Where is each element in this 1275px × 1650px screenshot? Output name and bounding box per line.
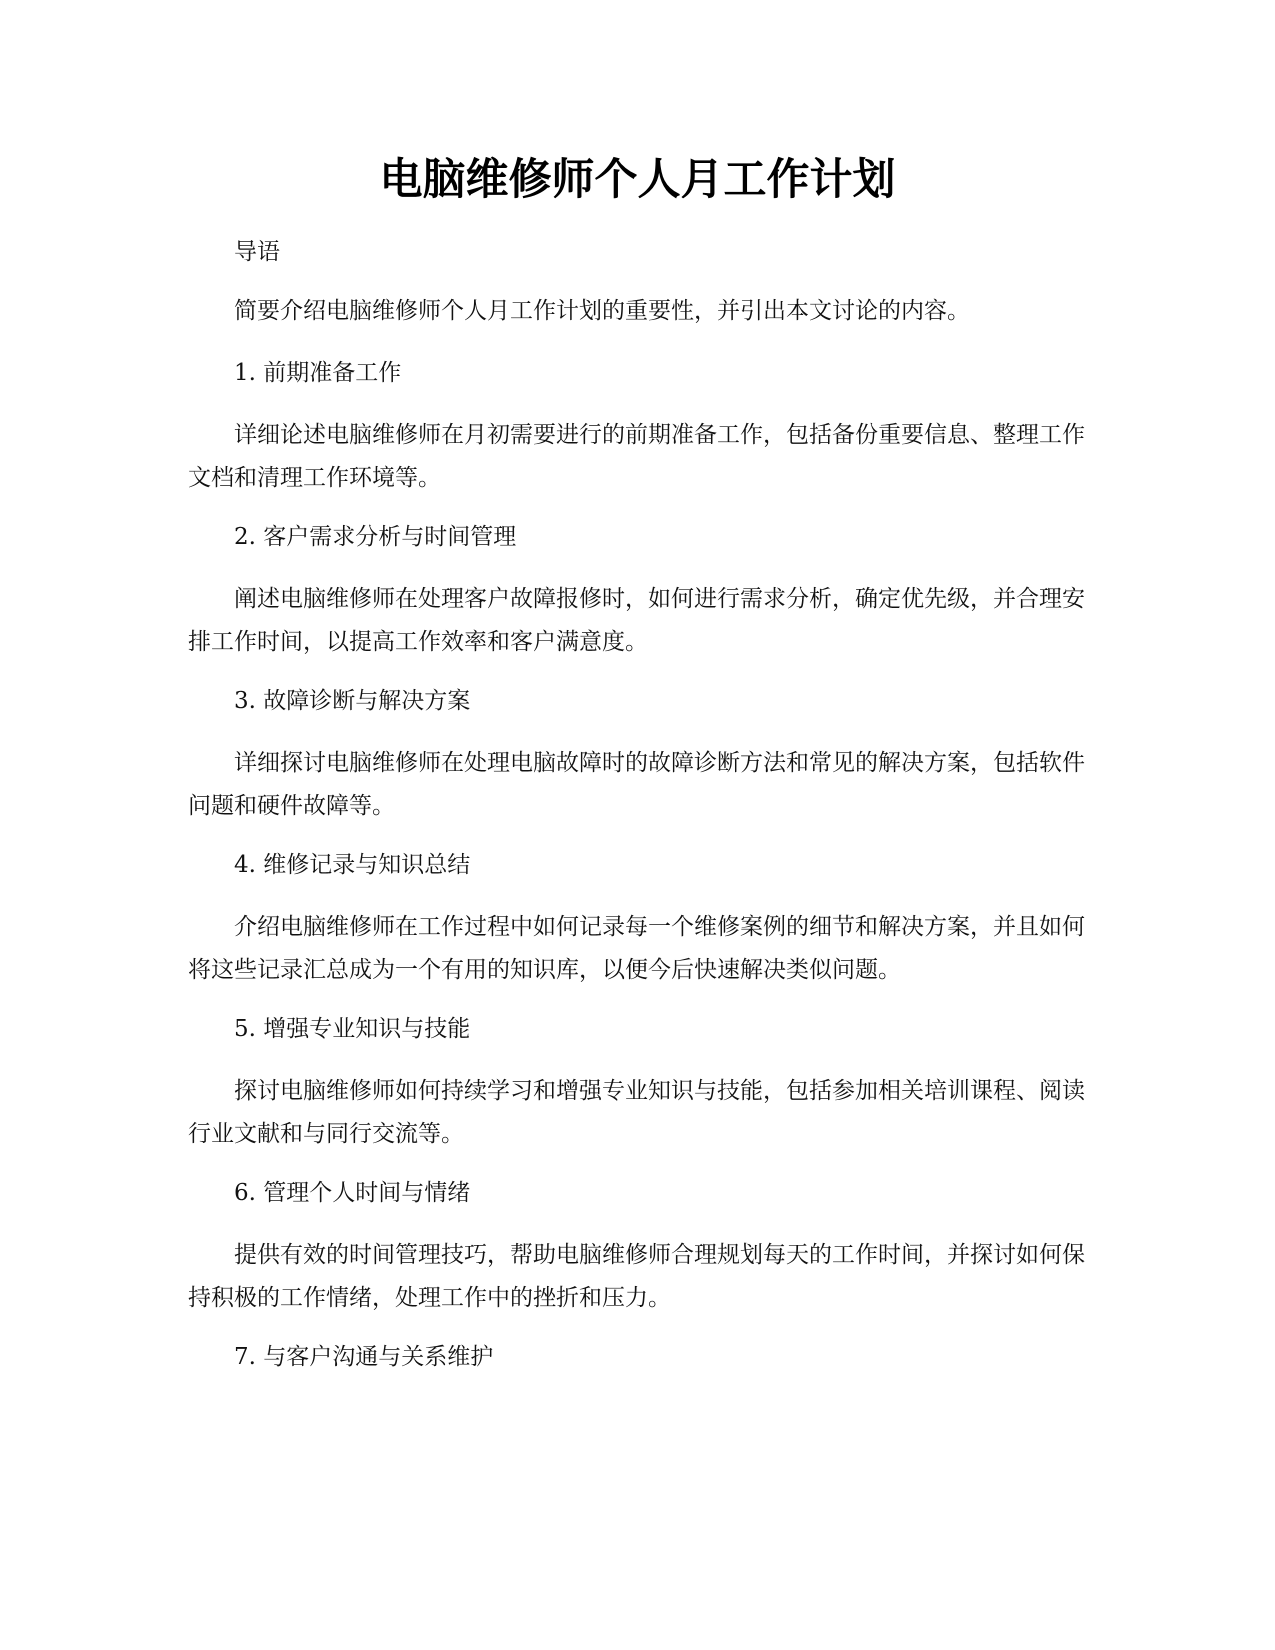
section-body-4: 介绍电脑维修师在工作过程中如何记录每一个维修案例的细节和解决方案，并且如何将这些记录汇总成为一个有用的知识库，以便今后快速解决类似问题。 — [188, 914, 1085, 983]
section-body-2: 阐述电脑维修师在处理客户故障报修时，如何进行需求分析，确定优先级，并合理安排工作时间，以提高工作效率和客户满意度。 — [188, 586, 1085, 655]
section-body-3: 详细探讨电脑维修师在处理电脑故障时的故障诊断方法和常见的解决方案，包括软件问题和硬件故障等。 — [188, 750, 1085, 819]
section-body-5: 探讨电脑维修师如何持续学习和增强专业知识与技能，包括参加相关培训课程、阅读行业文献和与同行交流等。 — [188, 1078, 1085, 1147]
section-heading-4: 4. 维修记录与知识总结 — [234, 852, 471, 878]
document-title: 电脑维修师个人月工作计划 — [379, 155, 896, 205]
paragraph-intro-heading: 导语 — [234, 239, 280, 265]
section-heading-2: 2. 客户需求分析与时间管理 — [234, 524, 517, 550]
section-heading-5: 5. 增强专业知识与技能 — [234, 1016, 471, 1042]
section-heading-7: 7. 与客户沟通与关系维护 — [234, 1344, 494, 1370]
section-heading-6: 6. 管理个人时间与情绪 — [234, 1180, 471, 1206]
paragraph-intro-body: 简要介绍电脑维修师个人月工作计划的重要性，并引出本文讨论的内容。 — [234, 298, 970, 324]
section-heading-3: 3. 故障诊断与解决方案 — [234, 688, 471, 714]
section-body-6: 提供有效的时间管理技巧，帮助电脑维修师合理规划每天的工作时间，并探讨如何保持积极的工作情绪，处理工作中的挫折和压力。 — [188, 1242, 1085, 1311]
section-heading-1: 1. 前期准备工作 — [234, 360, 402, 386]
section-body-1: 详细论述电脑维修师在月初需要进行的前期准备工作，包括备份重要信息、整理工作文档和清理工作环境等。 — [188, 422, 1085, 491]
